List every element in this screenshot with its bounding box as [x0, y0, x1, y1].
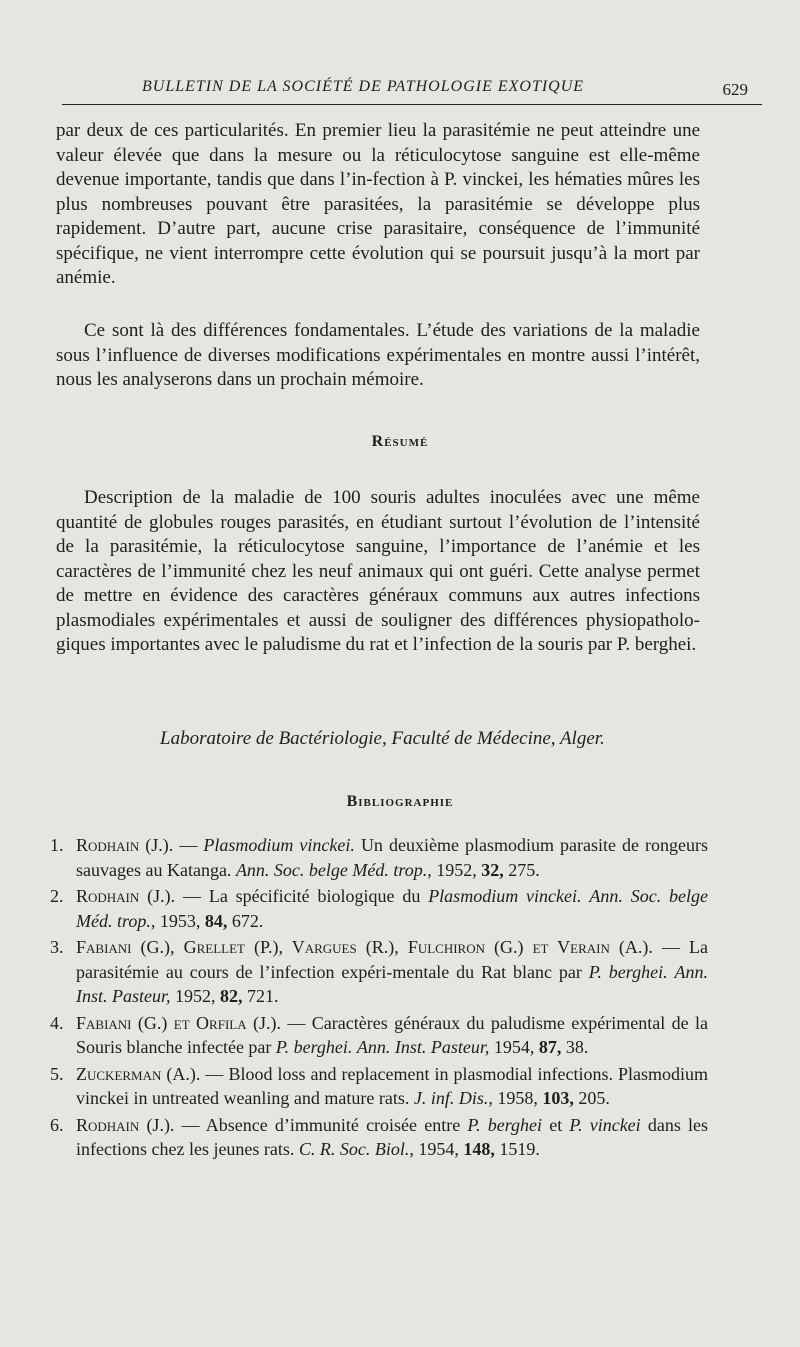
reference-item: 2. Rodhain (J.). — La spécificité biologique du Plasmodium vinckei. Ann. Soc. belge Méd. trop., 1953, 84, 672.: [50, 886, 709, 931]
reference-volume: 82,: [220, 986, 243, 1006]
reference-journal: J. inf. Dis.,: [413, 1088, 493, 1108]
reference-year: 1952,: [436, 859, 477, 880]
reference-number: 6.: [50, 1114, 64, 1135]
reference-pages: 721.: [247, 986, 279, 1006]
reference-conjunction: et: [549, 1114, 563, 1135]
reference-number: 5.: [50, 1063, 64, 1084]
reference-authors: Fabiani (G.) et Orfila (J.).: [76, 1012, 281, 1033]
header-rule: [62, 104, 762, 105]
reference-species: P. berghei.: [275, 1037, 353, 1057]
affiliation: Laboratoire de Bactériologie, Faculté de Médecine, Alger.: [160, 728, 605, 749]
running-head: [62, 70, 762, 114]
reference-text: Un deuxième plasmodium parasite de rongeurs sauvages au Katanga.: [76, 835, 709, 880]
reference-title: Plasmodium vinckei.: [203, 835, 355, 855]
reference-volume: 84,: [204, 910, 228, 931]
reference-item: 3. Fabiani (G.), Grellet (P.), Vargues (R.), Fulchiron (G.) et Verain (A.). — La parasitémie au cours de l’infection expéri-mentale du Rat blanc par P. berghei. Ann. Inst. Pasteur, 1952, 82, 721.: [50, 937, 709, 1006]
reference-journal: Ann. Soc. belge Méd. trop.,: [235, 859, 432, 880]
reference-authors: Rodhain (J.).: [76, 1114, 175, 1135]
body-paragraph-2: Ce sont là des différences fondamentales. L’étude des variations de la maladie sous l’influence de diverses modifications expérimentales en montre aussi l’intérêt, nous les analyserons dans un prochain mémoire.: [56, 320, 700, 390]
page-number: 629: [722, 80, 748, 99]
reference-number: 4.: [50, 1012, 64, 1033]
resume-heading: Résumé: [371, 433, 429, 450]
reference-text: dans les infections chez les jeunes rats.: [76, 1114, 709, 1159]
reference-journal: Ann. Inst. Pasteur,: [356, 1037, 490, 1057]
reference-pages: 672.: [231, 910, 264, 931]
reference-journal: Ann. Soc. belge Méd. trop.,: [76, 886, 709, 931]
reference-item: 4. Fabiani (G.) et Orfila (J.). — Caractères généraux du paludisme expérimental de la Souris blanche infectée par P. berghei. Ann. Inst. Pasteur, 1954, 87, 38.: [50, 1012, 708, 1057]
reference-authors: Rodhain (J.).: [76, 886, 176, 906]
reference-number: 1.: [50, 835, 64, 855]
reference-list: [50, 833, 708, 1164]
reference-number: 3.: [50, 937, 64, 957]
reference-species: P. berghei: [467, 1114, 543, 1135]
reference-species: P. berghei.: [588, 961, 668, 982]
reference-pages: 38.: [565, 1037, 589, 1057]
reference-item: 6. Rodhain (J.). — Absence d’immunité croisée entre P. berghei et P. vinckei dans les infections chez les jeunes rats. C. R. Soc. Biol., 1954, 148, 1519.: [50, 1114, 709, 1159]
reference-volume: 32,: [481, 859, 504, 880]
bibliography-heading: Bibliographie: [346, 793, 454, 810]
reference-authors: Fabiani (G.), Grellet (P.), Vargues (R.), Fulchiron (G.) et Verain (A.).: [76, 937, 653, 957]
reference-text: La parasitémie au cours de l’infection expéri-mentale du Rat blanc par: [76, 937, 709, 982]
resume-text: Description de la maladie de 100 souris adultes inoculées avec une même quantité de globules rouges parasités, en étudiant surtout l’évolution de l’intensité de la parasitémie, la réticulocytose sanguine, l’importance de l’anémie et les caractères de l’immunité chez les neuf animaux qui ont guéri. Cette analyse permet de mettre en évidence des caractères généraux communs aux autres infections plasmodiales expérimentales et aussi de souligner des différences physiopatholo-giques importantes avec le paludisme du rat et l’infection de la souris par P. berghei.: [56, 487, 700, 655]
reference-volume: 103,: [542, 1088, 574, 1108]
reference-text: La spécificité biologique du: [208, 886, 421, 906]
body-paragraph-1: par deux de ces particularités. En premier lieu la parasitémie ne peut atteindre une valeur élevée que dans la mesure ou la réticulocytose sanguine est elle-même devenue importante, tandis que dans l’in-fection à P. vinckei, les hématies mûres les plus nombreuses pouvant être parasitées, la parasitémie se développe plus rapidement. D’autre part, aucune crise parasitaire, conséquence de l’immunité spécifique, ne vient interrompre cette évolution qui se poursuit jusqu’à la mort par anémie.: [56, 120, 700, 288]
reference-species: P. vinckei: [569, 1114, 641, 1135]
reference-volume: 87,: [538, 1037, 562, 1057]
reference-year: 1954,: [493, 1037, 535, 1057]
reference-text: Caractères généraux du paludisme expérimental de la Souris blanche infectée par: [76, 1012, 708, 1057]
reference-pages: 205.: [578, 1088, 610, 1108]
reference-year: 1952,: [175, 986, 216, 1006]
reference-journal: Ann. Inst. Pasteur,: [76, 961, 709, 1006]
reference-year: 1954,: [418, 1139, 459, 1159]
reference-year: 1953,: [159, 910, 201, 931]
reference-text: Blood loss and replacement in plasmodial infections. Plasmodium vinckei in untreated weanling and mature rats.: [76, 1063, 709, 1108]
reference-year: 1958,: [497, 1088, 538, 1108]
reference-item: 5. Zuckerman (A.). — Blood loss and replacement in plasmodial infections. Plasmodium vinckei in untreated weanling and mature rats. J. inf. Dis., 1958, 103, 205.: [50, 1063, 709, 1108]
reference-journal: C. R. Soc. Biol.,: [298, 1139, 414, 1159]
reference-volume: 148,: [463, 1139, 495, 1159]
reference-authors: Rodhain (J.).: [76, 835, 174, 855]
reference-pages: 1519.: [499, 1139, 540, 1159]
reference-text: Absence d’immunité croisée entre: [205, 1114, 461, 1135]
reference-pages: 275.: [508, 859, 540, 880]
running-title: BULLETIN DE LA SOCIÉTÉ DE PATHOLOGIE EXOTIQUE: [142, 78, 585, 95]
reference-number: 2.: [50, 886, 64, 906]
reference-authors: Zuckerman (A.).: [76, 1063, 201, 1084]
reference-title: Plasmodium vinckei.: [428, 886, 582, 906]
reference-item: 1. Rodhain (J.). — Plasmodium vinckei. Un deuxième plasmodium parasite de rongeurs sauvages au Katanga. Ann. Soc. belge Méd. trop., 1952, 32, 275.: [50, 835, 709, 880]
